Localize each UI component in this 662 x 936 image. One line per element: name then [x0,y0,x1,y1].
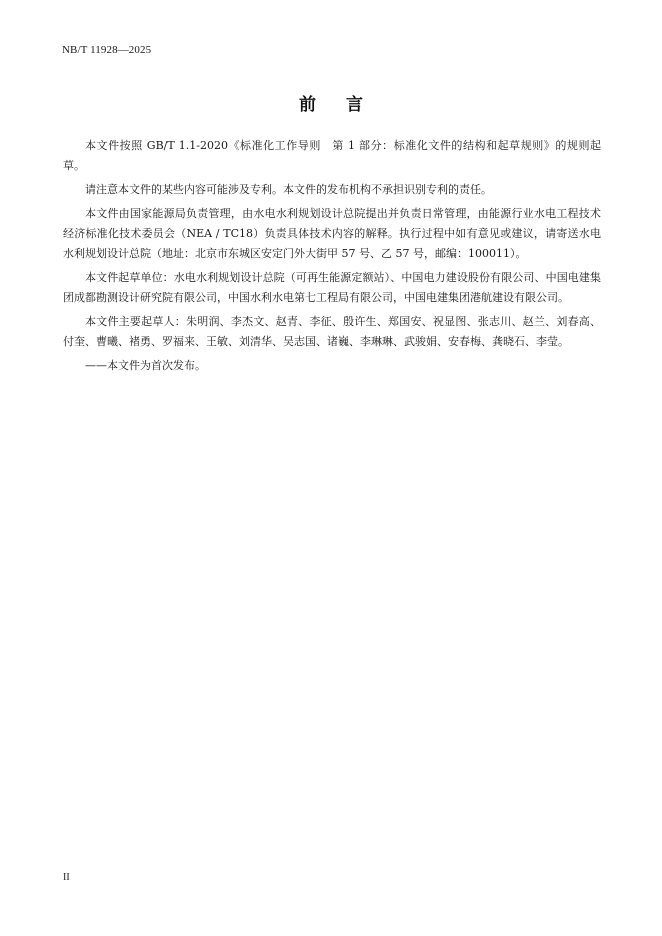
paragraph-patent-notice: 请注意本文件的某些内容可能涉及专利。本文件的发布机构不承担识别专利的责任。 [85,183,492,196]
paragraph-first-release: ——本文件为首次发布。 [85,359,206,372]
page-number: II [63,872,70,883]
paragraph-drafting-units: 本文件起草单位：水电水利规划设计总院（可再生能源定额站）、中国电力建设股份有限公司、中国电建集团成都勘测设计研究院有限公司，中国水利水电第七工程局有限公司，中国电建集团港航建设有限公司。 [63,271,601,304]
paragraph-drafters: 本文件主要起草人：朱明润、李杰文、赵青、李征、殷许生、郑国安、祝显图、张志川、赵兰、刘春高、付奎、曹曦、褚勇、罗福来、王敏、刘清华、吴志国、诸巍、李琳琳、武骏娟、安春梅、龚晓石、李莹。 [63,315,601,348]
paragraph-drafting-rules: 本文件按照 GB/T 1.1-2020《标准化工作导则 第 1 部分：标准化文件的结构和起草规则》的规则起草。 [63,139,601,172]
document-code: NB/T 11928—2025 [62,44,152,56]
paragraph-management: 本文件由国家能源局负责管理，由水电水利规划设计总院提出并负责日常管理，由能源行业水电工程技术经济标准化技术委员会（NEA / TC18）负责具体技术内容的解释。执行过程中如有意见或建议，请寄送水电水利规划设计总院（地址：北京市东城区安定门外大街甲 57 号、乙 57 号，邮编：100011）。 [63,207,601,260]
page-title: 前言 [299,95,393,115]
foreword-body [63,136,601,380]
